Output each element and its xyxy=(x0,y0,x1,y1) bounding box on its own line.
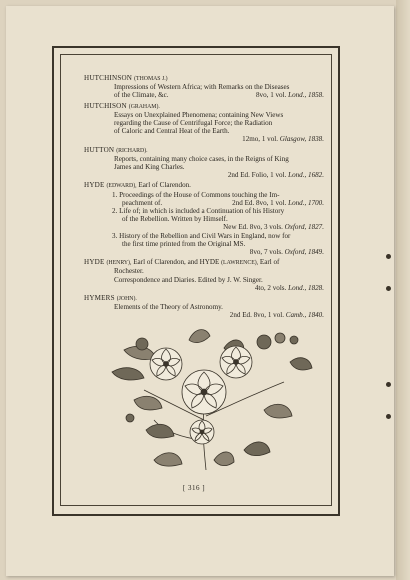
author-title: Earl of xyxy=(258,258,280,267)
binding-hole xyxy=(386,414,391,419)
edition-details xyxy=(230,311,324,319)
entry-line xyxy=(84,248,324,256)
edition-details xyxy=(242,135,324,143)
format-details: New Ed. 8vo, 3 vols. xyxy=(223,223,285,232)
publication-place: Lond., 1858. xyxy=(288,91,324,100)
author-given-name: (RICHARD). xyxy=(116,147,148,154)
entry-line: of the Rebellion. Written by Himself. xyxy=(122,215,228,224)
entry-line xyxy=(84,135,324,143)
catalogue-entry xyxy=(84,146,324,180)
format-details: 8vo, 1 vol. xyxy=(256,91,289,100)
entry-heading xyxy=(84,181,324,190)
entry-line xyxy=(84,223,324,231)
edition-details xyxy=(250,248,324,256)
catalogue-entry xyxy=(84,102,324,144)
entry-line: 3. History of the Rebellion and Civil Wars in England, now for xyxy=(112,231,291,240)
author-given-name: (GRAHAM). xyxy=(128,103,160,110)
author-surname: HYMERS xyxy=(84,294,117,303)
catalogue-entries xyxy=(84,74,324,322)
author-surname: HYDE xyxy=(84,181,107,190)
catalogue-entry xyxy=(84,181,324,256)
author-given-name: (JOHN). xyxy=(116,296,137,303)
author-surname: HYDE xyxy=(84,258,107,267)
entry-line: Rochester. xyxy=(114,267,144,276)
catalogue-entry xyxy=(84,258,324,292)
author-given-name: (HENRY), xyxy=(106,260,132,267)
format-details: 2nd Ed. 8vo, 1 vol. xyxy=(232,198,289,207)
entry-text: peachment of. xyxy=(122,198,163,207)
entry-line: Reports, containing many choice cases, in the Reigns of King xyxy=(114,154,289,163)
publication-place: Oxford, 1849. xyxy=(284,248,324,257)
publication-place: Lond., 1682. xyxy=(288,171,324,180)
entry-line xyxy=(84,171,324,179)
publication-place: Lond., 1700. xyxy=(288,198,324,207)
entry-line: 2. Life of; in which is included a Continuation of his History xyxy=(112,207,285,216)
binding-hole xyxy=(386,254,391,259)
binding-hole xyxy=(386,286,391,291)
publication-place: Lond., 1828. xyxy=(288,283,324,292)
flower-engraving xyxy=(94,320,314,475)
format-details: 2nd Ed. 8vo, 1 vol. xyxy=(229,311,286,320)
entry-line: regarding the Cause of Centrifugal Force; the Radiation xyxy=(114,119,273,128)
author-surname: HUTCHINSON xyxy=(84,74,135,82)
publication-place: Oxford, 1827. xyxy=(284,223,324,232)
edition-details xyxy=(223,223,324,231)
page-number: [ 316 ] xyxy=(182,484,206,492)
format-details: 4to, 2 vols. xyxy=(254,283,289,292)
entry-line xyxy=(84,199,324,207)
entry-line xyxy=(84,91,324,99)
format-details: 12mo, 1 vol. xyxy=(242,135,280,144)
author-given-name: (THOMAS J.) xyxy=(134,76,168,82)
catalogue-entry xyxy=(84,74,324,100)
entry-line: James and King Charles. xyxy=(114,163,185,172)
author-title: Earl of Clarendon. xyxy=(136,181,191,190)
entry-line: 1. Proceedings of the House of Commons touching the Im- xyxy=(112,190,280,199)
entry-heading xyxy=(84,102,324,111)
entry-heading xyxy=(84,146,324,155)
author-surname: HUTTON xyxy=(84,145,117,154)
format-details: 8vo, 7 vols. xyxy=(249,248,285,257)
entry-line xyxy=(84,284,324,292)
publication-place: Glasgow, 1838. xyxy=(279,135,324,144)
binding-hole xyxy=(386,382,391,387)
author-title: Earl of Clarendon, and HYDE xyxy=(131,258,222,267)
edition-details xyxy=(232,199,324,207)
edition-details xyxy=(256,91,324,99)
entry-heading xyxy=(84,294,324,303)
adjacent-page-edge xyxy=(396,0,410,580)
entry-heading xyxy=(84,258,324,267)
format-details: 2nd Ed. Folio, 1 vol. xyxy=(227,171,289,180)
entry-line: Elements of the Theory of Astronomy. xyxy=(114,303,223,312)
entry-line: Correspondence and Diaries. Edited by J. W. Singer. xyxy=(114,275,263,284)
author-given-name: (EDWARD), xyxy=(106,183,137,190)
entry-line xyxy=(84,311,324,319)
entry-line: the first time printed from the Original MS. xyxy=(122,239,246,248)
author-surname: HUTCHISON xyxy=(84,101,129,110)
edition-details xyxy=(255,284,324,292)
entry-line: Impressions of Western Africa; with Remarks on the Diseases xyxy=(114,83,290,92)
author-given-name: (LAWRENCE), xyxy=(221,260,259,267)
entry-heading xyxy=(84,74,324,83)
entry-line: Essays on Unexplained Phenomena; containing New Views xyxy=(114,110,284,119)
entry-line: of Caloric and Central Heat of the Earth. xyxy=(114,127,230,136)
edition-details xyxy=(228,171,324,179)
catalogue-entry xyxy=(84,294,324,320)
entry-text: of the Climate, &c. xyxy=(114,91,169,100)
publication-place: Camb., 1840. xyxy=(285,311,324,320)
